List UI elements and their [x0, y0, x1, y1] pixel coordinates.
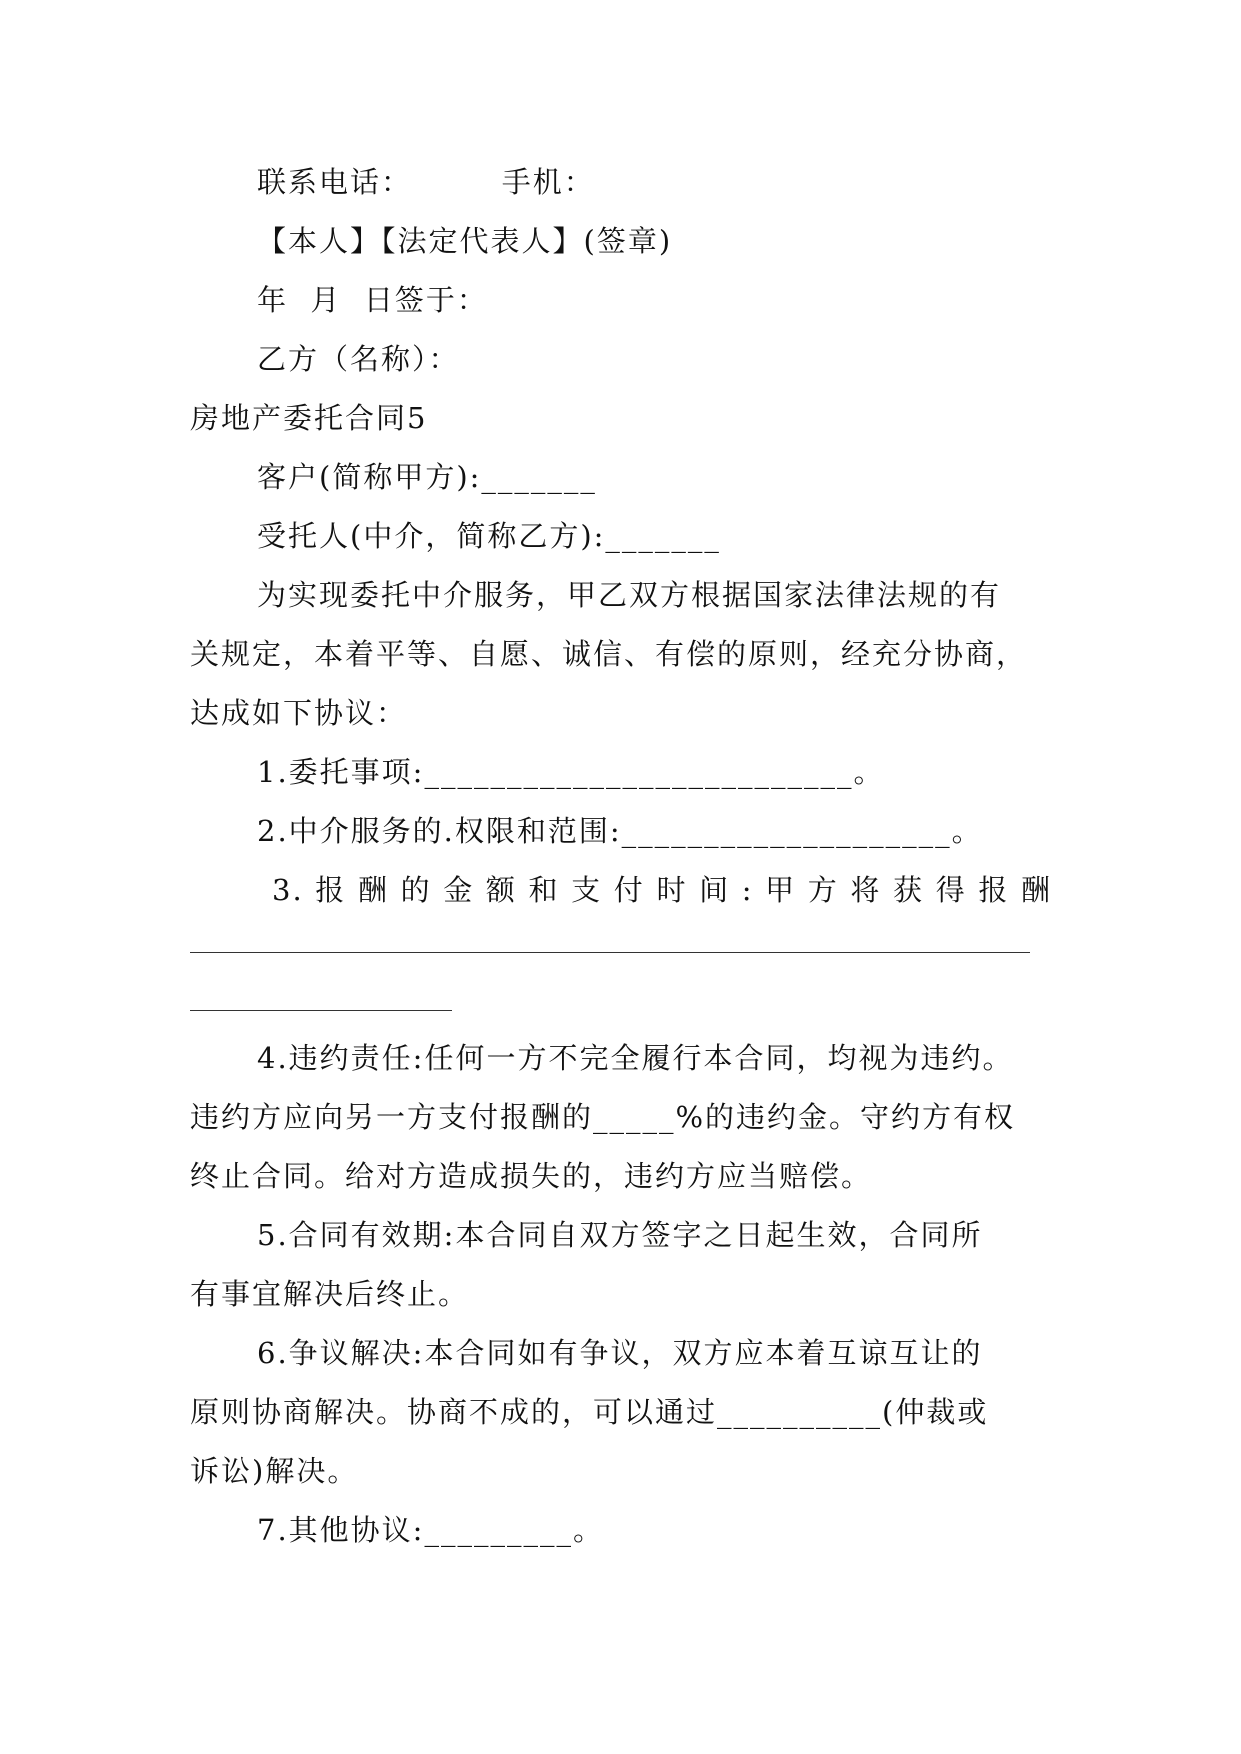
blank-fill-rule-2: [190, 1010, 452, 1011]
clause-5-line-1: 5.合同有效期:本合同自双方签字之日起生效，合同所: [257, 1218, 983, 1252]
section-title: 房地产委托合同5: [190, 401, 428, 435]
contact-phone-line: 联系电话： 手机：: [257, 165, 595, 199]
clause-4-line-3: 终止合同。给对方造成损失的，违约方应当赔偿。: [190, 1159, 873, 1193]
preamble-line-1: 为实现委托中介服务，甲乙双方根据国家法律法规的有: [257, 578, 1002, 612]
client-line: 客户(简称甲方):_______: [257, 460, 597, 494]
clause-7-line: 7.其他协议:_________。: [257, 1513, 604, 1547]
party-b-name-line: 乙方（名称）：: [257, 342, 460, 376]
clause-6-line-2: 原则协商解决。协商不成的，可以通过__________(仲裁或: [190, 1395, 989, 1429]
clause-4-line-2: 违约方应向另一方支付报酬的_____%的违约金。守约方有权: [190, 1100, 1016, 1134]
clause-2-line: 2.中介服务的.权限和范围:____________________。: [257, 814, 983, 848]
clause-4-line-1: 4.违约责任:任何一方不完全履行本合同，均视为违约。: [257, 1041, 1014, 1075]
clause-6-line-3: 诉讼)解决。: [190, 1454, 359, 1488]
blank-fill-rule-1: [190, 952, 1030, 953]
preamble-line-2: 关规定，本着平等、自愿、诚信、有偿的原则，经充分协商，: [190, 637, 1028, 671]
clause-5-line-2: 有事宜解决后终止。: [190, 1277, 470, 1311]
clause-6-line-1: 6.争议解决:本合同如有争议，双方应本着互谅互让的: [257, 1336, 983, 1370]
clause-1-line: 1.委托事项:__________________________。: [257, 755, 885, 789]
signature-line: 【本人】【法定代表人】(签章): [257, 224, 673, 258]
clause-3-line: 3.报酬的金额和支付时间:甲方将获得报酬: [272, 873, 1052, 907]
date-signed-line: 年 月 日签于：: [257, 283, 488, 317]
preamble-line-3: 达成如下协议：: [190, 696, 408, 730]
agent-line: 受托人(中介，简称乙方):_______: [257, 519, 721, 553]
